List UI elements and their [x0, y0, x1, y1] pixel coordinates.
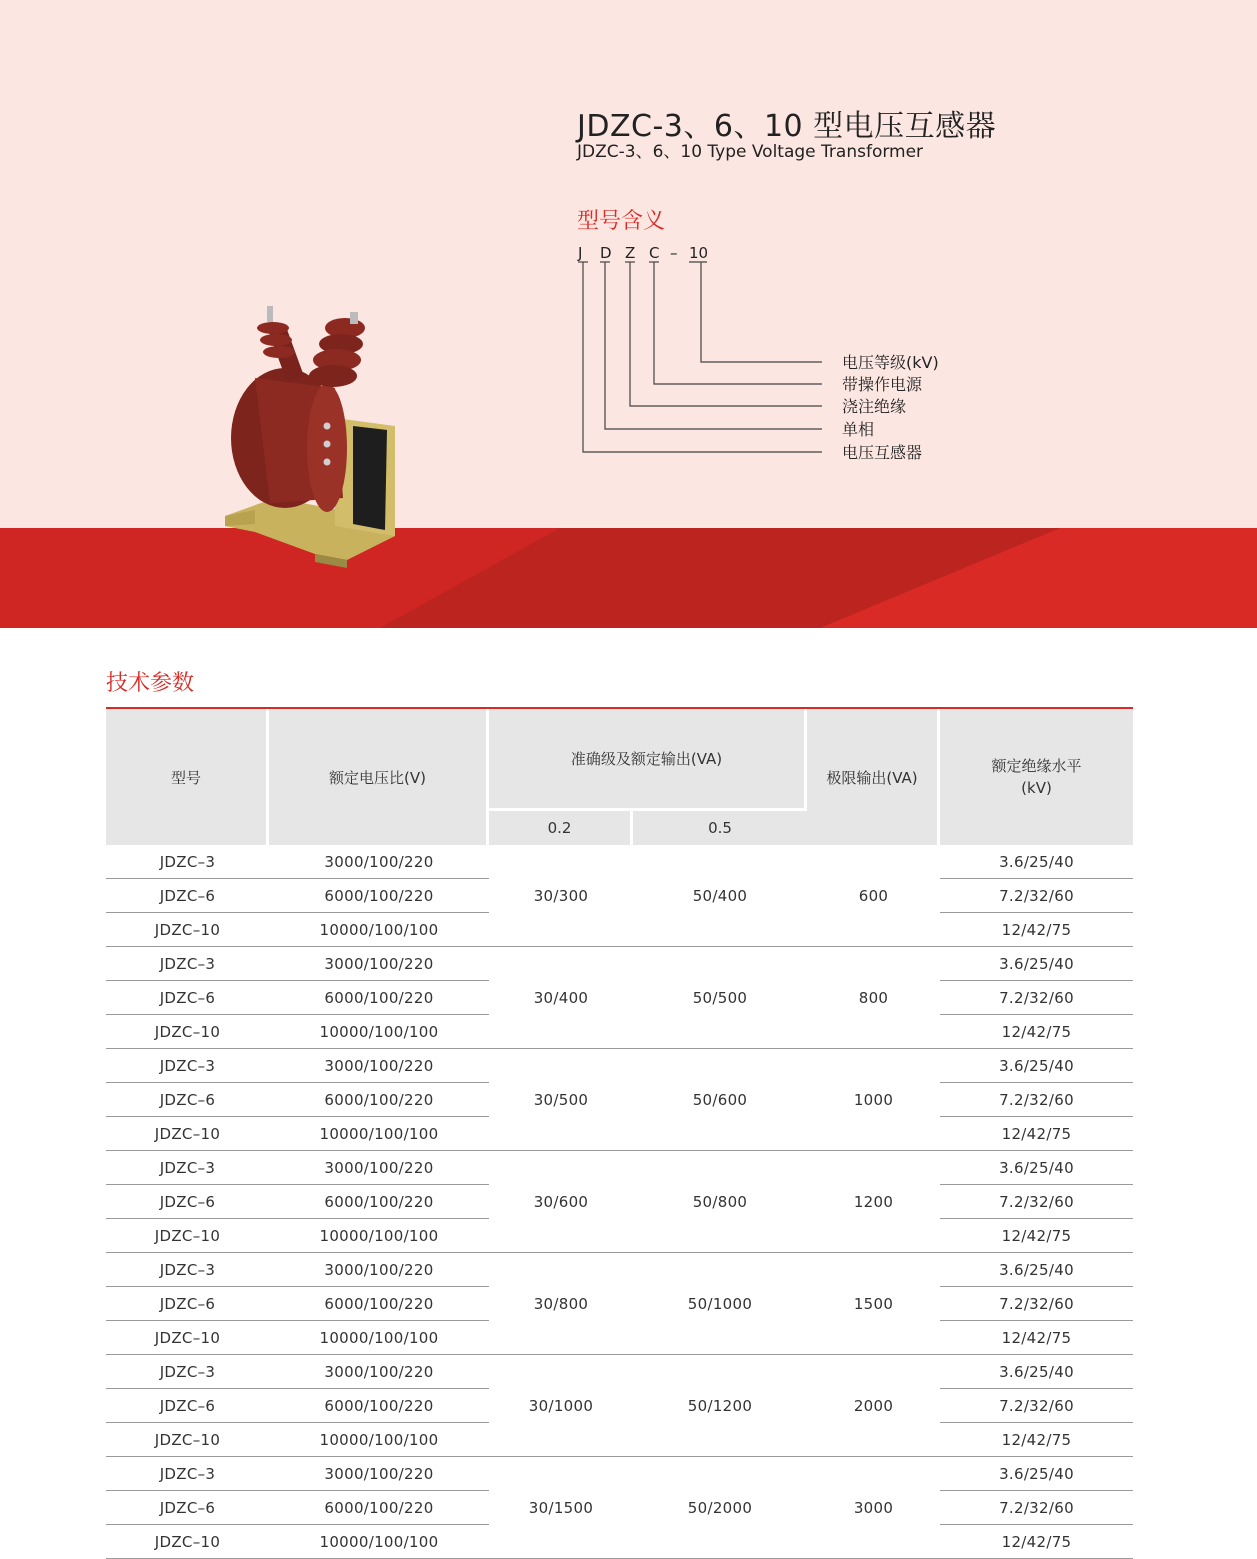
cell-insulation: 3.6/25/40 — [940, 1253, 1133, 1287]
cell-ratio: 10000/100/100 — [269, 1117, 489, 1151]
cell-ratio: 3000/100/220 — [269, 845, 489, 879]
model-meaning-heading: 型号含义 — [577, 209, 666, 234]
code-letter-z: Z — [625, 244, 636, 262]
cell-model: JDZC–10 — [106, 1321, 269, 1355]
cell-ratio: 3000/100/220 — [269, 1253, 489, 1287]
cell-ratio: 10000/100/100 — [269, 1321, 489, 1355]
cell-limit: 800 — [807, 947, 940, 1049]
cell-model: JDZC–10 — [106, 1117, 269, 1151]
cell-ratio: 3000/100/220 — [269, 1151, 489, 1185]
cell-ratio: 3000/100/220 — [269, 1457, 489, 1491]
code-letter-j: J — [578, 244, 583, 262]
meaning-label-transformer: 电压互感器 — [842, 443, 923, 462]
red-band — [0, 528, 1257, 628]
model-code-diagram — [560, 238, 980, 468]
cell-insulation: 7.2/32/60 — [940, 1389, 1133, 1423]
cell-insulation: 7.2/32/60 — [940, 1083, 1133, 1117]
cell-ratio: 3000/100/220 — [269, 947, 489, 981]
cell-acc-02: 30/400 — [489, 947, 633, 1049]
code-letter-c: C — [649, 244, 660, 262]
meaning-label-voltage: 电压等级(kV) — [842, 353, 939, 372]
cell-ratio: 6000/100/220 — [269, 1491, 489, 1525]
cell-limit: 1200 — [807, 1151, 940, 1253]
cell-model: JDZC–3 — [106, 845, 269, 879]
cell-limit: 600 — [807, 845, 940, 947]
table-row — [106, 1253, 1133, 1287]
cell-ratio: 10000/100/100 — [269, 1015, 489, 1049]
cell-acc-05: 50/1200 — [633, 1355, 807, 1457]
cell-insulation: 3.6/25/40 — [940, 1457, 1133, 1491]
cell-model: JDZC–6 — [106, 981, 269, 1015]
cell-insulation: 7.2/32/60 — [940, 1287, 1133, 1321]
col-header-insulation — [940, 709, 1133, 845]
code-letter-d: D — [600, 244, 612, 262]
col-header-insulation-text: 额定绝缘水平(kV) — [991, 757, 1082, 797]
spec-heading: 技术参数 — [106, 671, 195, 696]
table-row — [106, 947, 1133, 981]
cell-insulation: 3.6/25/40 — [940, 845, 1133, 879]
cell-acc-02: 30/1000 — [489, 1355, 633, 1457]
col-header-acc-02: 0.2 — [489, 808, 633, 845]
cell-model: JDZC–6 — [106, 879, 269, 913]
col-header-ratio: 额定电压比(V) — [269, 709, 489, 845]
cell-model: JDZC–6 — [106, 1389, 269, 1423]
cell-model: JDZC–6 — [106, 1491, 269, 1525]
table-row — [106, 1151, 1133, 1185]
code-dash: – — [670, 244, 678, 262]
cell-model: JDZC–3 — [106, 947, 269, 981]
cell-insulation: 12/42/75 — [940, 1219, 1133, 1253]
cell-ratio: 10000/100/100 — [269, 913, 489, 947]
col-header-accuracy: 准确级及额定输出(VA) — [489, 709, 807, 808]
cell-insulation: 7.2/32/60 — [940, 1185, 1133, 1219]
col-header-limit: 极限输出(VA) — [807, 709, 940, 845]
cell-ratio: 10000/100/100 — [269, 1219, 489, 1253]
cell-insulation: 12/42/75 — [940, 1117, 1133, 1151]
cell-acc-05: 50/2000 — [633, 1457, 807, 1559]
cell-model: JDZC–3 — [106, 1049, 269, 1083]
cell-ratio: 6000/100/220 — [269, 1083, 489, 1117]
cell-model: JDZC–3 — [106, 1457, 269, 1491]
cell-model: JDZC–10 — [106, 1525, 269, 1559]
cell-ratio: 6000/100/220 — [269, 1185, 489, 1219]
cell-ratio: 6000/100/220 — [269, 879, 489, 913]
cell-insulation: 12/42/75 — [940, 913, 1133, 947]
cell-ratio: 10000/100/100 — [269, 1423, 489, 1457]
cell-acc-05: 50/800 — [633, 1151, 807, 1253]
spec-table — [106, 707, 1133, 1559]
cell-acc-02: 30/800 — [489, 1253, 633, 1355]
table-row — [106, 1355, 1133, 1389]
cell-ratio: 3000/100/220 — [269, 1355, 489, 1389]
cell-limit: 2000 — [807, 1355, 940, 1457]
cell-model: JDZC–10 — [106, 1015, 269, 1049]
cell-insulation: 12/42/75 — [940, 1423, 1133, 1457]
cell-acc-05: 50/500 — [633, 947, 807, 1049]
cell-model: JDZC–6 — [106, 1083, 269, 1117]
hero-banner — [0, 0, 1257, 628]
cell-insulation: 7.2/32/60 — [940, 981, 1133, 1015]
cell-insulation: 3.6/25/40 — [940, 1355, 1133, 1389]
cell-insulation: 12/42/75 — [940, 1321, 1133, 1355]
cell-model: JDZC–10 — [106, 913, 269, 947]
table-row — [106, 845, 1133, 879]
cell-model: JDZC–3 — [106, 1355, 269, 1389]
cell-insulation: 3.6/25/40 — [940, 1151, 1133, 1185]
table-row — [106, 1457, 1133, 1491]
spec-table-body — [106, 845, 1133, 1559]
cell-insulation: 12/42/75 — [940, 1525, 1133, 1559]
voltage-transformer-image — [215, 298, 415, 568]
cell-ratio: 6000/100/220 — [269, 981, 489, 1015]
cell-ratio: 10000/100/100 — [269, 1525, 489, 1559]
cell-limit: 1000 — [807, 1049, 940, 1151]
cell-acc-02: 30/600 — [489, 1151, 633, 1253]
cell-model: JDZC–10 — [106, 1219, 269, 1253]
col-header-model: 型号 — [106, 709, 269, 845]
cell-model: JDZC–6 — [106, 1287, 269, 1321]
cell-acc-02: 30/500 — [489, 1049, 633, 1151]
cell-model: JDZC–6 — [106, 1185, 269, 1219]
cell-acc-02: 30/300 — [489, 845, 633, 947]
cell-limit: 1500 — [807, 1253, 940, 1355]
title-cn: JDZC-3、6、10 型电压互感器 — [577, 109, 997, 144]
cell-limit: 3000 — [807, 1457, 940, 1559]
cell-acc-05: 50/1000 — [633, 1253, 807, 1355]
col-header-acc-05: 0.5 — [633, 808, 807, 845]
cell-model: JDZC–10 — [106, 1423, 269, 1457]
cell-insulation: 7.2/32/60 — [940, 1491, 1133, 1525]
cell-acc-05: 50/600 — [633, 1049, 807, 1151]
cell-insulation: 12/42/75 — [940, 1015, 1133, 1049]
cell-model: JDZC–3 — [106, 1151, 269, 1185]
cell-insulation: 7.2/32/60 — [940, 879, 1133, 913]
cell-ratio: 6000/100/220 — [269, 1287, 489, 1321]
title-en: JDZC-3、6、10 Type Voltage Transformer — [577, 142, 924, 162]
table-row — [106, 1049, 1133, 1083]
cell-ratio: 3000/100/220 — [269, 1049, 489, 1083]
cell-ratio: 6000/100/220 — [269, 1389, 489, 1423]
meaning-label-power: 带操作电源 — [842, 375, 923, 394]
meaning-label-insulation: 浇注绝缘 — [842, 397, 907, 416]
meaning-label-phase: 单相 — [842, 420, 875, 439]
code-voltage: 10 — [689, 244, 709, 262]
cell-model: JDZC–3 — [106, 1253, 269, 1287]
cell-acc-02: 30/1500 — [489, 1457, 633, 1559]
cell-acc-05: 50/400 — [633, 845, 807, 947]
cell-insulation: 3.6/25/40 — [940, 1049, 1133, 1083]
cell-insulation: 3.6/25/40 — [940, 947, 1133, 981]
